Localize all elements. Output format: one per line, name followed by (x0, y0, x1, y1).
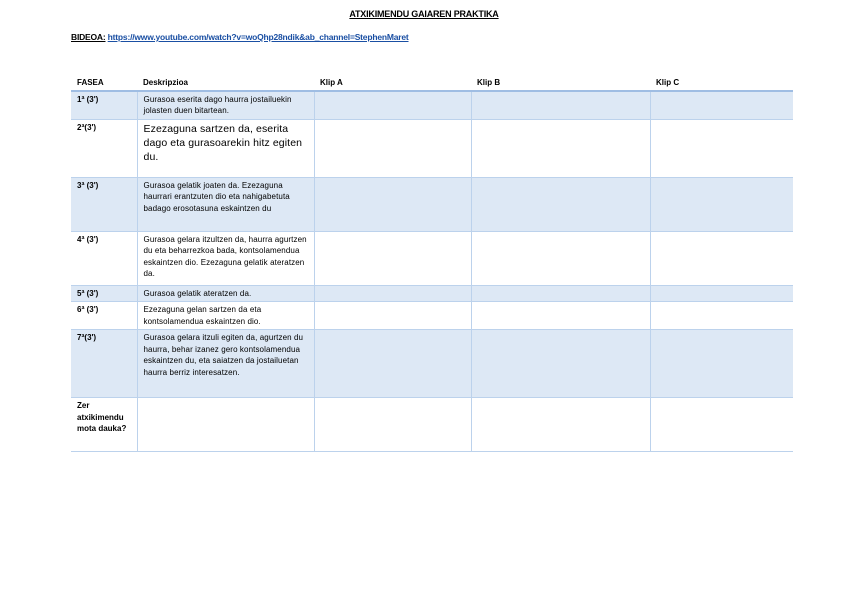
klip-b-cell[interactable] (471, 231, 650, 285)
klip-c-cell[interactable] (650, 231, 793, 285)
phase-cell: 4ª (3') (71, 231, 137, 285)
description-cell: Gurasoa gelara itzultzen da, haurra agurtzen du eta beharrezkoa bada, kontsolamendua eskaintzen dio. Ezezaguna gelatik ateratzen da. (137, 231, 314, 285)
table-row (71, 330, 793, 398)
klip-c-cell[interactable] (650, 119, 793, 177)
klip-b-cell[interactable] (471, 177, 650, 231)
phase-cell: 2ª(3') (71, 119, 137, 177)
klip-a-cell[interactable] (314, 302, 471, 330)
description-cell: Gurasoa eserita dago haurra jostailuekin jolasten duen bitartean. (137, 91, 314, 120)
klip-a-cell[interactable] (314, 177, 471, 231)
description-cell: Gurasoa gelatik ateratzen da. (137, 285, 314, 302)
klip-b-cell[interactable] (471, 285, 650, 302)
video-line (71, 32, 409, 42)
klip-b-cell[interactable] (471, 398, 650, 452)
table-row (71, 285, 793, 302)
klip-b-cell[interactable] (471, 330, 650, 398)
header-klip-b: Klip B (471, 74, 650, 91)
klip-a-cell[interactable] (314, 285, 471, 302)
klip-b-cell[interactable] (471, 91, 650, 120)
observation-table (71, 74, 793, 452)
description-cell (137, 398, 314, 452)
klip-c-cell[interactable] (650, 398, 793, 452)
description-cell: Ezezaguna sartzen da, eserita dago eta gurasoarekin hitz egiten du. (137, 119, 314, 177)
klip-a-cell[interactable] (314, 330, 471, 398)
table-header-row (71, 74, 793, 91)
klip-a-cell[interactable] (314, 91, 471, 120)
header-klip-a: Klip A (314, 74, 471, 91)
klip-c-cell[interactable] (650, 91, 793, 120)
phase-cell: 5ª (3') (71, 285, 137, 302)
video-label: BIDEOA: (71, 32, 106, 42)
table-row (71, 231, 793, 285)
phase-cell: 7ª(3') (71, 330, 137, 398)
table-row (71, 398, 793, 452)
phase-cell: 3ª (3') (71, 177, 137, 231)
klip-a-cell[interactable] (314, 119, 471, 177)
klip-c-cell[interactable] (650, 285, 793, 302)
phase-cell: 1ª (3') (71, 91, 137, 120)
video-link[interactable]: https://www.youtube.com/watch?v=woQhp28ndik&ab_channel=StephenMaret (107, 32, 409, 42)
description-cell: Gurasoa gelara itzuli egiten da, agurtzen du haurra, behar izanez gero kontsolamendua eskaintzen du, eta saiatzen da jostailuetan haurra berriz interesatzen. (137, 330, 314, 398)
table-row (71, 91, 793, 120)
description-cell: Ezezaguna gelan sartzen da eta kontsolamendua eskaintzen dio. (137, 302, 314, 330)
table-row (71, 177, 793, 231)
header-deskripzioa: Deskripzioa (137, 74, 314, 91)
klip-c-cell[interactable] (650, 177, 793, 231)
phase-cell: 6ª (3') (71, 302, 137, 330)
header-fasea: FASEA (71, 74, 137, 91)
table-row (71, 302, 793, 330)
klip-b-cell[interactable] (471, 302, 650, 330)
description-cell: Gurasoa gelatik joaten da. Ezezaguna haurrari erantzuten dio eta nahigabetuta badago erosotasuna eskaintzen du (137, 177, 314, 231)
table-row (71, 119, 793, 177)
klip-a-cell[interactable] (314, 398, 471, 452)
header-klip-c: Klip C (650, 74, 793, 91)
klip-b-cell[interactable] (471, 119, 650, 177)
klip-c-cell[interactable] (650, 330, 793, 398)
klip-c-cell[interactable] (650, 302, 793, 330)
document-title: ATXIKIMENDU GAIAREN PRAKTIKA (349, 9, 499, 19)
attachment-type-question: Zer atxikimendu mota dauka? (71, 398, 137, 452)
klip-a-cell[interactable] (314, 231, 471, 285)
